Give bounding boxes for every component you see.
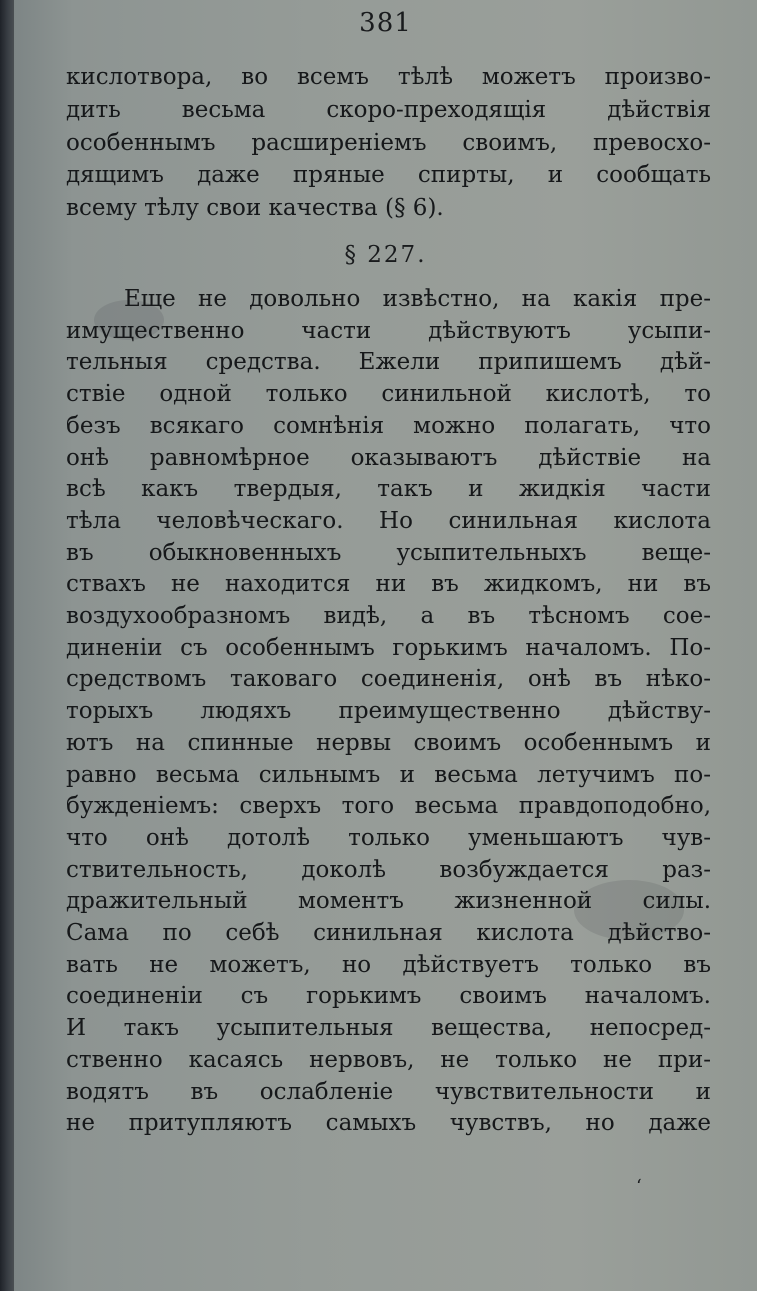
text-line: безъ всякаго сомнѣнія можно полагать, что (66, 412, 711, 439)
text-line: тельныя средства. Ежели припишемъ дѣй- (66, 349, 711, 376)
text-line: дящимъ даже пряные спирты, и сообщать (66, 162, 711, 189)
text-line: ствахъ не находится ни въ жидкомъ, ни въ (66, 571, 711, 598)
text-line: соединеніи съ горькимъ своимъ началомъ. (66, 983, 711, 1010)
text-line: въ обыкновенныхъ усыпительныхъ веще- (66, 539, 711, 566)
text-line: не притупляютъ самыхъ чувствъ, но даже (66, 1110, 711, 1137)
text-line: бужденіемъ: сверхъ того весьма правдоподобно, (66, 793, 711, 820)
text-line: равно весьма сильнымъ и весьма летучимъ по- (66, 761, 711, 788)
text-line: И такъ усыпительныя вещества, непосред- (66, 1015, 711, 1042)
text-line: водятъ въ ослабленіе чувствительности и (66, 1078, 711, 1105)
text-line: средствомъ таковаго соединенія, онѣ въ нѣко- (66, 666, 711, 693)
page-number: 381 (359, 8, 412, 38)
text-line: дражительный моментъ жизненной силы. (66, 888, 711, 915)
section-heading: § 227. (344, 242, 427, 268)
book-binding-edge (0, 0, 14, 1291)
text-line: дить весьма скоро-преходящія дѣйствія (66, 96, 711, 123)
text-line: кислотвора, во всемъ тѣлѣ можетъ произво- (66, 64, 711, 90)
text-line: тѣла человѣческаго. Но синильная кислота (66, 507, 711, 534)
text-line: воздухообразномъ видѣ, а въ тѣсномъ сое- (66, 603, 711, 629)
text-line: всему тѣлу свои качества (§ 6). (66, 195, 444, 222)
text-line: Сама по себѣ синильная кислота дѣйство- (66, 920, 711, 946)
text-line: всѣ какъ твердыя, такъ и жидкія части (66, 476, 711, 503)
text-line: ствительность, доколѣ возбуждается раз- (66, 856, 711, 883)
text-line: ственно касаясь нервовъ, не только не при- (66, 1046, 711, 1073)
text-line: ютъ на спинные нервы своимъ особеннымъ и (66, 729, 711, 756)
text-line: онѣ равномѣрное оказываютъ дѣйствіе на (66, 444, 711, 471)
text-line: Еще не довольно извѣстно, на какія пре- (124, 286, 711, 312)
book-page (14, 0, 757, 1291)
text-line: вать не можетъ, но дѣйствуетъ только въ (66, 951, 711, 978)
text-line: что онѣ дотолѣ только уменьшаютъ чув- (66, 824, 711, 851)
text-line: ствіе одной только синильной кислотѣ, то (66, 381, 711, 408)
bottom-ink-mark: ʻ (636, 1176, 642, 1197)
text-line: диненіи съ особеннымъ горькимъ началомъ. По- (66, 634, 711, 661)
text-line: имущественно части дѣйствуютъ усыпи- (66, 317, 711, 344)
text-line: торыхъ людяхъ преимущественно дѣйству- (66, 698, 711, 725)
text-line: особеннымъ расширеніемъ своимъ, превосхо- (66, 129, 711, 156)
